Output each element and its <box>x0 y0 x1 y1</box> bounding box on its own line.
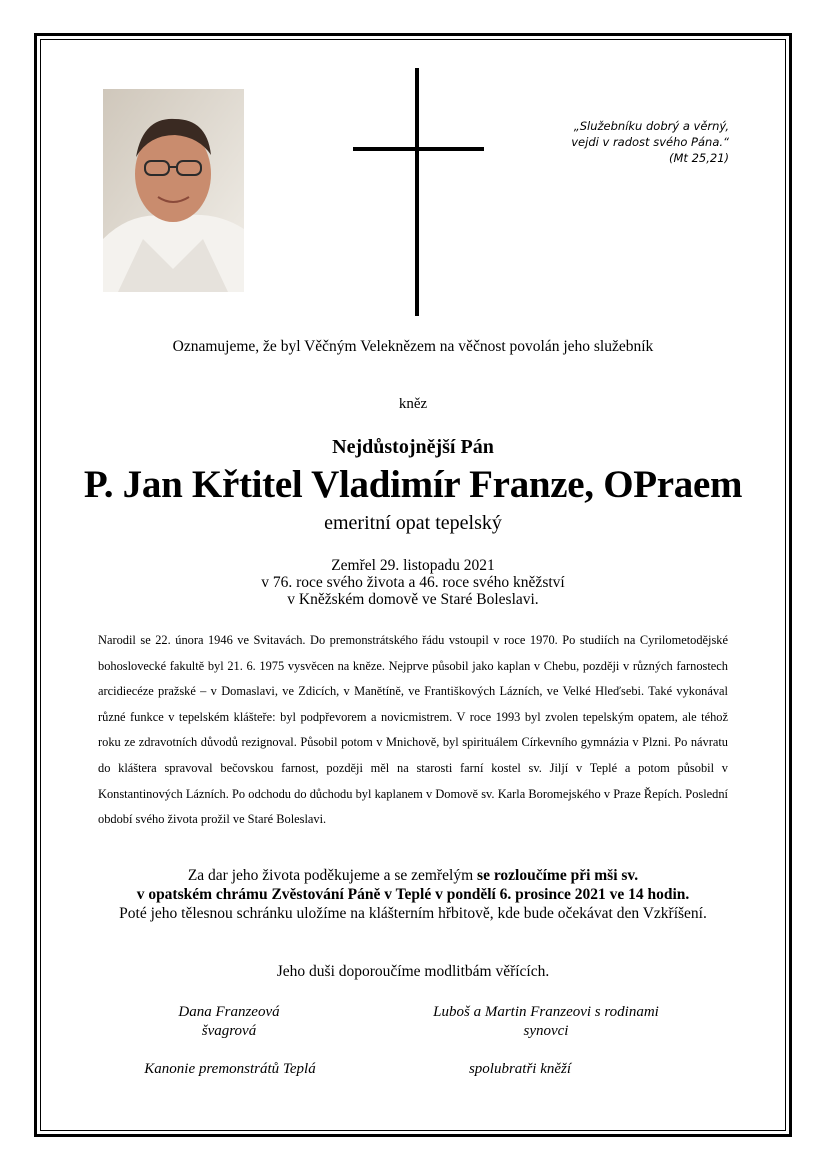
cross-vertical <box>415 68 419 316</box>
honorific: Nejdůstojnější Pán <box>332 436 494 458</box>
signatory-3 <box>100 1060 360 1079</box>
death-date: Zemřel 29. listopadu 2021 <box>331 557 495 574</box>
signatory-2 <box>388 1003 704 1041</box>
signatory-name: Dana Franzeová <box>178 1004 280 1020</box>
signatory-name: spolubratři kněží <box>468 1061 572 1077</box>
funeral-line-1 <box>40 866 786 885</box>
signatory-relation: švagrová <box>201 1023 257 1039</box>
funeral-place-time: v opatském chrámu Zvěstování Páně v Teplé v pondělí 6. prosince 2021 ve 14 hodin. <box>136 886 690 903</box>
signatory-name: Luboš a Martin Franzeovi s rodinami <box>433 1004 659 1020</box>
funeral-line-1-bold: se rozloučíme při mši sv. <box>477 867 639 884</box>
funeral-line-3: Poté jeho tělesnou schránku uložíme na klášterním hřbitově, kde bude očekávat den Vzkříšení. <box>119 905 707 922</box>
funeral-info <box>40 866 786 923</box>
verse-line-1: „Služebníku dobrý a věrný, <box>573 119 729 133</box>
announcement: Oznamujeme, že byl Věčným Veleknězem na věčnost povolán jeho služebník <box>172 338 654 355</box>
biography: Narodil se 22. února 1946 ve Svitavách. Do premonstrátského řádu vstoupil v roce 1970. Po studiích na Cyrilometodějské bohoslovecké fakultě byl 21. 6. 1975 vysvěcen na kněze. Nejprve působil jako kaplan v Chebu, později v různých farnostech arcidiecéze pražské – v Domaslavi, ve Zdicích, v Manětíně, ve Františkových Lázních, ve Velké Hleďsebi. Také vykonával různé funkce v tepelském klášteře: byl podpřevorem a novicmistrem. V roce 1993 byl zvolen tepelským opatem, ale téhož roku ze zdravotních důvodů rezignoval. Působil potom v Mnichově, byl spirituálem Církevního gymnázia v Plzni. Po návratu do kláštera spravoval bečovskou farnost, později měl na starosti farní kostel sv. Jiljí v Teplé a potom působil v Konstantinových Lázních. Po odchodu do důchodu byl kaplanem v Domově sv. Karla Boromejského v Praze Řepích. Poslední období svého života prožil ve Staré Boleslavi. <box>98 633 728 827</box>
signatory-4 <box>420 1060 620 1079</box>
verse-line-2: vejdi v radost svého Pána.“ <box>571 135 729 149</box>
role-label: kněz <box>398 396 428 412</box>
deceased-title: emeritní opat tepelský <box>324 512 502 534</box>
death-info <box>40 557 786 608</box>
signatory-relation: synovci <box>523 1023 569 1039</box>
deceased-name: P. Jan Křtitel Vladimír Franze, OPraem <box>83 463 743 506</box>
funeral-line-2 <box>40 885 786 904</box>
cross-horizontal <box>353 147 484 151</box>
death-place: v Kněžském domově ve Staré Boleslavi. <box>287 591 539 608</box>
prayer-line: Jeho duši doporoučíme modlitbám věřících. <box>276 963 550 980</box>
verse-reference: (Mt 25,21) <box>669 151 729 165</box>
bible-verse <box>489 118 729 166</box>
portrait-photo <box>103 89 244 292</box>
death-age: v 76. roce svého života a 46. roce svého kněžství <box>261 574 565 591</box>
signatory-1 <box>129 1003 329 1041</box>
funeral-line-1-plain: Za dar jeho života poděkujeme a se zemřelým <box>187 867 478 884</box>
signatory-name: Kanonie premonstrátů Teplá <box>144 1061 316 1077</box>
